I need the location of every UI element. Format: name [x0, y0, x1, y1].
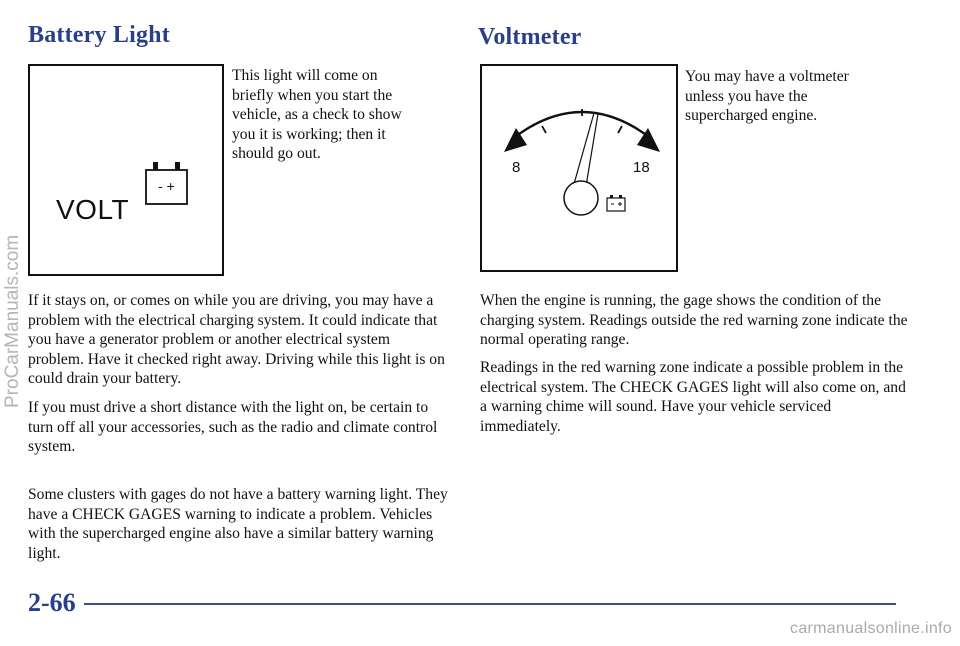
footer-rule: [84, 603, 896, 605]
page-number: 2-66: [28, 588, 76, 617]
voltmeter-heading: Voltmeter: [478, 24, 582, 50]
battery-paragraph-2: If you must drive a short distance with the light on, be certain to turn off all your accessories, such as the radio and climate control system.: [28, 399, 438, 455]
volt-label: VOLT: [56, 194, 130, 225]
site-footer-link[interactable]: carmanualsonline.info: [790, 620, 952, 637]
gauge-max-label: 18: [633, 159, 650, 176]
voltmeter-figure: [480, 64, 678, 272]
battery-paragraph-3: Some clusters with gages do not have a battery warning light. They have a CHECK GAGES warning to indicate a problem. Vehicles with the supercharged engine also have a similar battery warning light.: [28, 486, 448, 562]
battery-light-intro: This light will come on briefly when you start the vehicle, as a check to show you it is working; then it should go out.: [232, 67, 402, 162]
voltmeter-paragraph-1: When the engine is running, the gage shows the condition of the charging system. Readings outside the red warning zone indicate the normal operating range.: [480, 292, 908, 348]
gauge-needle-left: [574, 113, 594, 184]
voltmeter-paragraph-2: Readings in the red warning zone indicate a possible problem in the electrical system. The CHECK GAGES light will also come on, and a warning chime will sound. Have your vehicle serviced immediately.: [480, 359, 906, 435]
gauge-min-label: 8: [512, 159, 521, 176]
gauge-hub: [564, 181, 598, 215]
gauge-needle-right: [586, 114, 598, 186]
gauge-arc: [511, 112, 653, 140]
voltmeter-intro: You may have a voltmeter unless you have the supercharged engine.: [685, 68, 849, 124]
battery-light-heading: Battery Light: [28, 22, 170, 48]
battery-light-figure: [28, 64, 224, 276]
battery-icon: [30, 66, 226, 278]
battery-icon-terminals: - +: [158, 178, 175, 194]
voltmeter-gauge: [482, 66, 680, 274]
battery-symbol-icon: [607, 195, 625, 211]
watermark-procarmanuals: ProCarManuals.com: [2, 234, 23, 408]
battery-paragraph-1: If it stays on, or comes on while you are driving, you may have a problem with the electrical charging system. It could indicate that you have a generator problem or another electrical system problem. Have it checked right away. Driving while this light is on could drain your battery.: [28, 292, 445, 387]
